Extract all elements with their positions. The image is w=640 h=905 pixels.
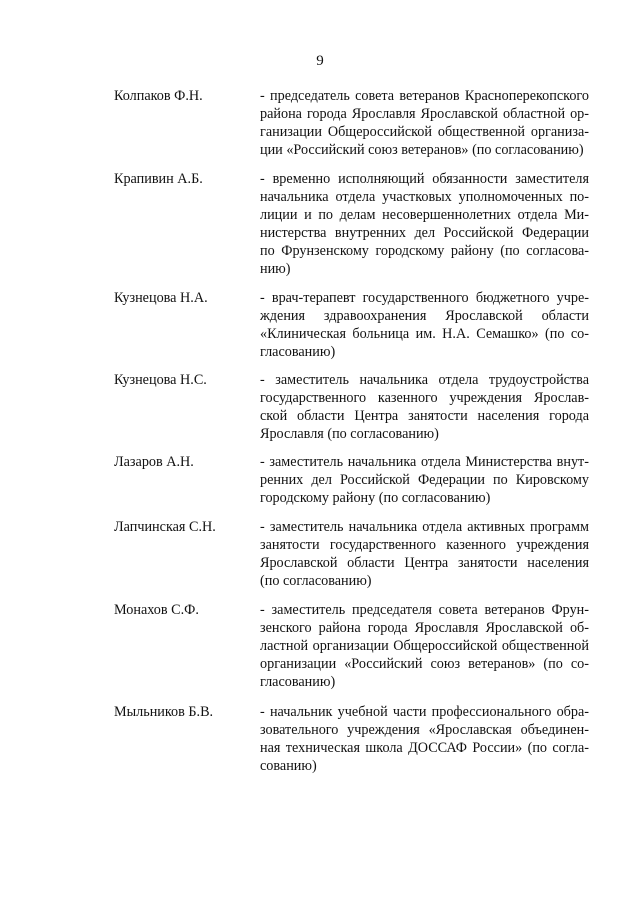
- member-name: Лапчинская С.Н.: [114, 519, 216, 535]
- member-role: [260, 601, 589, 691]
- role-line: занятости государственного казенного учреждения: [260, 537, 589, 553]
- role-line: - заместитель начальника отдела активных программ: [260, 519, 589, 535]
- role-line: городскому району (по согласованию): [260, 490, 491, 506]
- role-line: (по согласованию): [260, 573, 372, 589]
- role-line: по Фрунзенскому городскому району (по согласова-: [260, 243, 589, 259]
- role-line: нию): [260, 261, 291, 277]
- role-line: сованию): [260, 758, 317, 774]
- role-line: ная техническая школа ДОССАФ России» (по согла-: [260, 740, 589, 756]
- role-line: ренних дел Российской Федерации по Кировскому: [260, 472, 589, 488]
- member-name: Монахов С.Ф.: [114, 602, 199, 618]
- role-line: - врач-терапевт государственного бюджетного учре-: [260, 290, 589, 306]
- member-role: [260, 170, 589, 278]
- role-line: нистерства внутренних дел Российской Федерации: [260, 225, 589, 241]
- role-line: ждения здравоохранения Ярославской области: [260, 308, 589, 324]
- member-name: Крапивин А.Б.: [114, 171, 203, 187]
- member-name: Кузнецова Н.С.: [114, 372, 207, 388]
- member-role: [260, 703, 589, 775]
- role-line: государственного казенного учреждения Ярослав-: [260, 390, 589, 406]
- page-number: 9: [316, 53, 324, 69]
- member-role: [260, 289, 589, 361]
- role-line: гласованию): [260, 344, 336, 360]
- member-name: Кузнецова Н.А.: [114, 290, 208, 306]
- role-line: Ярославской области Центра занятости населения: [260, 555, 589, 571]
- role-line: - заместитель начальника отдела Министерства внут-: [260, 454, 589, 470]
- role-line: района города Ярославля Ярославской областной ор-: [260, 106, 589, 122]
- role-line: гласованию): [260, 674, 336, 690]
- role-line: - председатель совета ветеранов Краснoперекопского: [260, 88, 589, 104]
- member-name: Мыльников Б.В.: [114, 704, 214, 720]
- role-line: - временно исполняющий обязанности заместителя: [260, 171, 589, 187]
- role-line: ганизации Общероссийской общественной организа-: [260, 124, 589, 140]
- role-line: - заместитель председателя совета ветеранов Фрун-: [260, 602, 589, 618]
- role-line: - начальник учебной части профессионального обра-: [260, 704, 589, 720]
- member-name: Лазаров А.Н.: [114, 454, 194, 470]
- member-role: [260, 453, 589, 507]
- member-role: [260, 371, 589, 443]
- role-line: лиции и по делам несовершеннолетних отдела Ми-: [260, 207, 589, 223]
- role-line: ластной организации Общероссийской общественной: [260, 638, 589, 654]
- role-line: - заместитель начальника отдела трудоустройства: [260, 372, 589, 388]
- role-line: ции «Российский союз ветеранов» (по согласованию): [260, 142, 584, 158]
- role-line: Ярославля (по согласованию): [260, 426, 439, 442]
- member-name: Колпаков Ф.Н.: [114, 88, 203, 104]
- role-line: «Клиническая больница им. Н.А. Семашко» (по со-: [260, 326, 589, 342]
- role-line: зенского района города Ярославля Ярославской об-: [260, 620, 589, 636]
- member-role: [260, 518, 589, 590]
- member-role: [260, 87, 589, 159]
- role-line: ской области Центра занятости населения города: [260, 408, 589, 424]
- role-line: зовательного учреждения «Ярославская объединен-: [260, 722, 589, 738]
- role-line: организации «Российский союз ветеранов» (по со-: [260, 656, 589, 672]
- role-line: начальника отдела участковых уполномоченных по-: [260, 189, 589, 205]
